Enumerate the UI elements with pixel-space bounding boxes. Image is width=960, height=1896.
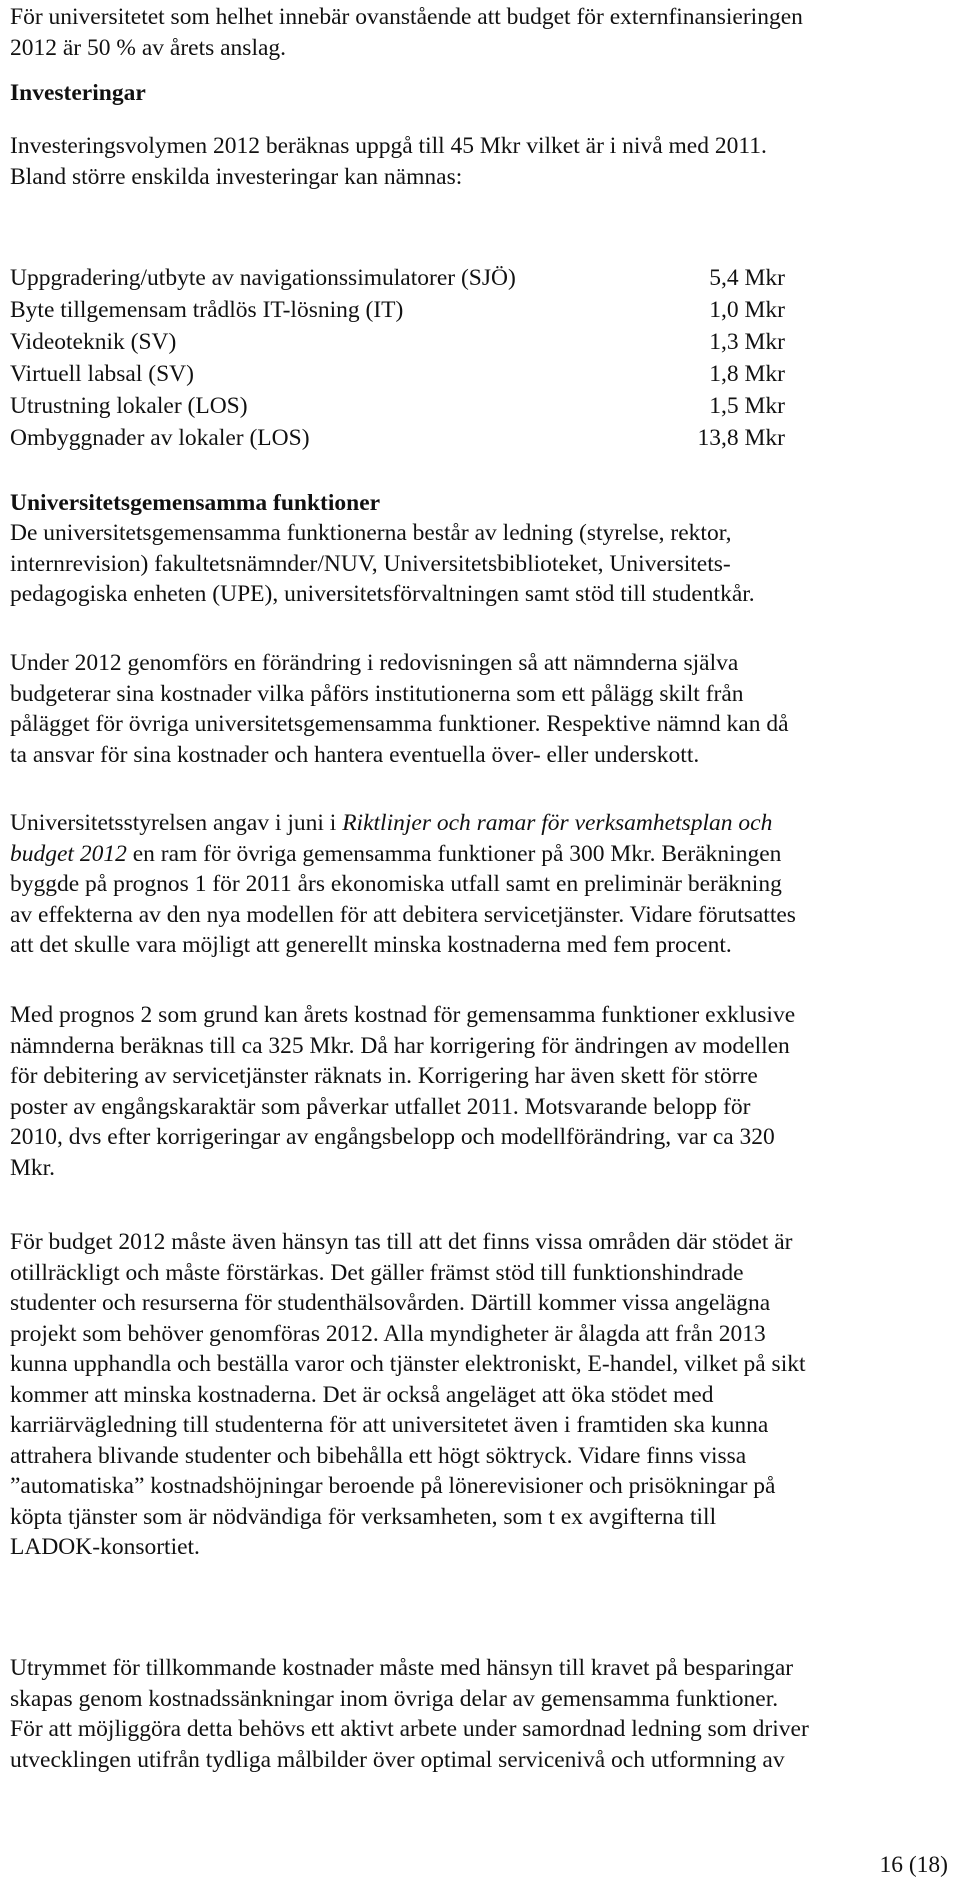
text-line: [10, 839, 940, 870]
document-title-italic: budget 2012: [10, 840, 127, 867]
text-line: attrahera blivande studenter och bibehålla ett högt söktryck. Vidare finns vissa: [10, 1442, 747, 1469]
text-line: internrevision) fakultetsnämnder/NUV, Universitetsbiblioteket, Universitets-: [10, 550, 731, 577]
text-line: För att möjliggöra detta behövs ett aktivt arbete under samordnad ledning som driver: [10, 1716, 809, 1742]
text-line: De universitetsgemensamma funktionerna består av ledning (styrelse, rektor,: [10, 520, 732, 546]
investment-amount: 5,4 Mkr: [709, 265, 785, 291]
text-line: ta ansvar för sina kostnader och hantera eventuella över- eller underskott.: [10, 741, 700, 768]
text-line: Investeringsvolymen 2012 beräknas uppgå till 45 Mkr vilket är i nivå med 2011.: [10, 133, 767, 159]
investment-row: [10, 422, 785, 454]
text-line: Mkr.: [10, 1154, 56, 1181]
text-line: projekt som behöver genomföras 2012. Alla myndigheter är ålagda att från 2013: [10, 1320, 766, 1347]
text-line: karriärvägledning till studenterna för att universitetet även i framtiden ska kunna: [10, 1412, 769, 1438]
investment-amount: 1,5 Mkr: [709, 393, 785, 419]
text-line: LADOK-konsortiet.: [10, 1534, 200, 1560]
text-line: [10, 808, 940, 839]
text-line: skapas genom kostnadssänkningar inom övriga delar av gemensamma funktioner.: [10, 1685, 779, 1712]
text-line: otillräckligt och måste förstärkas. Det gäller främst stöd till funktionshindrade: [10, 1259, 744, 1286]
investments-heading: Investeringar: [10, 80, 146, 106]
text-line: budgeterar sina kostnader vilka påförs institutionerna som ett pålägg skilt från: [10, 680, 744, 707]
investment-label: Utrustning lokaler (LOS): [10, 393, 248, 419]
text-line: studenter och resurserna för studenthälsovården. Därtill kommer vissa angelägna: [10, 1290, 771, 1316]
text-line: ”automatiska” kostnadshöjningar beroende på lönerevisioner och prisökningar på: [10, 1473, 776, 1499]
investment-label: Byte tillgemensam trådlös IT-lösning (IT): [10, 297, 404, 323]
page-number: 16 (18): [879, 1852, 948, 1878]
shared-paragraph-1: [10, 518, 940, 610]
text-line: pedagogiska enheten (UPE), universitetsförvaltningen samt stöd till studentkår.: [10, 581, 755, 607]
investment-label: Videoteknik (SV): [10, 329, 177, 355]
investments-paragraph: [10, 131, 940, 192]
investment-amount: 13,8 Mkr: [697, 425, 785, 451]
text-line: Utrymmet för tillkommande kostnader måste med hänsyn till kravet på besparingar: [10, 1655, 794, 1681]
investment-row: [10, 262, 785, 294]
text-line: köpta tjänster som är nödvändiga för verksamheten, som t ex avgifterna till: [10, 1503, 717, 1530]
text-line: Bland större enskilda investeringar kan nämnas:: [10, 163, 463, 190]
text-line: att det skulle vara möjligt att generellt minska kostnaderna med fem procent.: [10, 932, 732, 958]
text-line: nämnderna beräknas till ca 325 Mkr. Då har korrigering för ändringen av modellen: [10, 1032, 790, 1059]
investment-row: [10, 390, 785, 422]
text-line: för debitering av servicetjänster räknats in. Korrigering har även skett för större: [10, 1063, 758, 1089]
shared-paragraph-2: [10, 648, 940, 770]
shared-paragraph-3: [10, 808, 940, 961]
text-line: kunna upphandla och beställa varor och tjänster elektroniskt, E-handel, vilket på sikt: [10, 1351, 806, 1377]
investment-label: Uppgradering/utbyte av navigationssimulatorer (SJÖ): [10, 265, 516, 291]
text-line: Med prognos 2 som grund kan årets kostnad för gemensamma funktioner exklusive: [10, 1002, 796, 1028]
text-line: För universitetet som helhet innebär ovanstående att budget för externfinansieringen: [10, 4, 803, 30]
investment-amount: 1,3 Mkr: [709, 329, 785, 355]
text-line: Under 2012 genomförs en förändring i redovisningen så att nämnderna själva: [10, 650, 739, 676]
text-segment: en ram för övriga gemensamma funktioner på 300 Mkr. Beräkningen: [126, 840, 782, 867]
shared-paragraph-5: [10, 1227, 940, 1563]
investment-list: [10, 262, 785, 454]
investment-amount: 1,8 Mkr: [709, 361, 785, 387]
text-line: kommer att minska kostnaderna. Det är också angeläget att öka stödet med: [10, 1381, 714, 1408]
investment-label: Virtuell labsal (SV): [10, 361, 194, 387]
intro-paragraph: [10, 2, 940, 63]
shared-functions-heading: Universitetsgemensamma funktioner: [10, 490, 381, 516]
investment-label: Ombyggnader av lokaler (LOS): [10, 425, 310, 451]
text-line: pålägget för övriga universitetsgemensamma funktioner. Respektive nämnd kan då: [10, 711, 789, 737]
text-line: utvecklingen utifrån tydliga målbilder över optimal servicenivå och utformning av: [10, 1746, 785, 1773]
document-title-italic: Riktlinjer och ramar för verksamhetsplan och: [342, 810, 773, 836]
text-line: poster av engångskaraktär som påverkar utfallet 2011. Motsvarande belopp för: [10, 1093, 751, 1120]
text-line: För budget 2012 måste även hänsyn tas till att det finns vissa områden där stödet är: [10, 1229, 793, 1255]
shared-paragraph-6: [10, 1653, 940, 1775]
text-line: 2012 är 50 % av årets anslag.: [10, 34, 287, 61]
investment-amount: 1,0 Mkr: [709, 297, 785, 323]
investment-row: [10, 358, 785, 390]
investment-row: [10, 294, 785, 326]
text-line: 2010, dvs efter korrigeringar av engångsbelopp och modellförändring, var ca 320: [10, 1124, 775, 1150]
investment-row: [10, 326, 785, 358]
text-line: av effekterna av den nya modellen för att debitera servicetjänster. Vidare förutsattes: [10, 901, 796, 928]
text-line: byggde på prognos 1 för 2011 års ekonomiska utfall samt en preliminär beräkning: [10, 871, 782, 897]
text-segment: Universitetsstyrelsen angav i juni i: [10, 810, 343, 836]
shared-paragraph-4: [10, 1000, 940, 1183]
